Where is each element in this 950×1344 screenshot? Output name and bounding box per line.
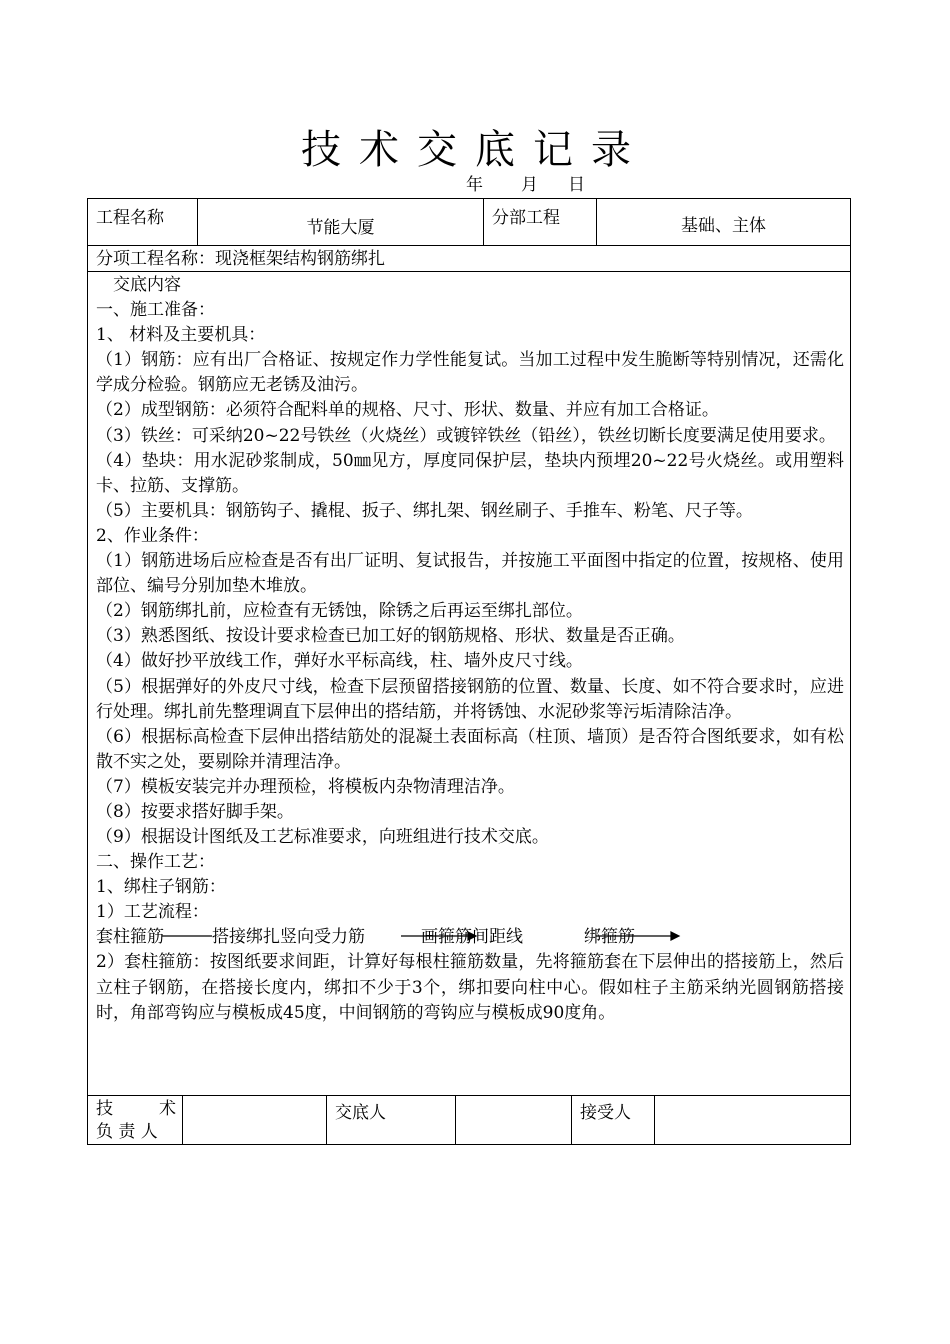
document-title: 技术交底记录 <box>301 127 649 173</box>
content-line: 1、 材料及主要机具： <box>96 325 266 346</box>
flow-step: 画箍筋间距线 <box>421 927 523 948</box>
content-line: （4）做好抄平放线工作，弹好水平标高线，柱、墙外皮尺寸线。 <box>96 651 583 672</box>
division-label: 分部工程 <box>484 199 597 245</box>
content-line: （5）主要机具：钢筋钩子、撬棍、扳子、绑扎架、钢丝刷子、手推车、粉笔、尺子等。 <box>96 500 753 521</box>
project-name-value: 节能大厦 <box>198 199 484 245</box>
header-row <box>88 199 850 246</box>
flow-step: 搭接绑扎竖向受力筋 <box>212 927 365 948</box>
receiver-value <box>655 1096 850 1145</box>
process-flow <box>96 925 844 950</box>
content-line: （1）钢筋进场后应检查是否有出厂证明、复试报告，并按施工平面图中指定的位置，按规格、使用部位、编号分别加垫木堆放。 <box>96 551 844 597</box>
tech-lead-label-part: 负 责 人 <box>96 1122 158 1142</box>
flow-step: 绑箍筋 <box>584 927 635 948</box>
content-line: （2）钢筋绑扎前，应检查有无锈蚀，除锈之后再运至绑扎部位。 <box>96 601 583 622</box>
project-name-label: 工程名称 <box>88 199 198 245</box>
tech-lead-value <box>183 1096 327 1145</box>
tech-lead-label <box>88 1096 183 1145</box>
handover-label: 交底人 <box>327 1096 456 1145</box>
content-line: 一、施工准备： <box>96 300 215 321</box>
date-line <box>466 174 585 196</box>
signature-row <box>88 1095 850 1145</box>
content-line: （5）根据弹好的外皮尺寸线，检查下层预留搭接钢筋的位置、数量、长度、如不符合要求时，应进行处理。绑扎前先整理调直下层伸出的搭结筋，并将锈蚀、水泥砂浆等污垢清除洁净。 <box>96 676 844 722</box>
content-line: （4）垫块：用水泥砂浆制成，50㎜见方，厚度同保护层，垫块内预埋20~22号火烧丝。或用塑料卡、拉筋、支撑筋。 <box>96 450 844 496</box>
handover-value <box>456 1096 572 1145</box>
content-line: （9）根据设计图纸及工艺标准要求，向班组进行技术交底。 <box>96 827 549 848</box>
subitem-name: 分项工程名称：现浇框架结构钢筋绑扎 <box>88 246 850 272</box>
content-line: （7）模板安装完并办理预检，将模板内杂物清理洁净。 <box>96 776 515 797</box>
content-line: （3）熟悉图纸、按设计要求检查已加工好的钢筋规格、形状、数量是否正确。 <box>96 626 685 647</box>
flow-step: 套柱箍筋 <box>96 927 164 948</box>
date-month: 月 <box>521 175 538 195</box>
record-table <box>87 198 851 1145</box>
content-section <box>96 273 844 1026</box>
date-day: 日 <box>568 175 585 195</box>
content-line: （6）根据标高检查下层伸出搭结筋处的混凝土表面标高（柱顶、墙顶）是否符合图纸要求，如有松散不实之处，要剔除并清理洁净。 <box>96 726 844 772</box>
tech-lead-label-part: 术 <box>159 1099 176 1119</box>
division-value: 基础、主体 <box>681 216 766 236</box>
date-year: 年 <box>466 175 483 195</box>
content-line: （8）按要求搭好脚手架。 <box>96 801 294 822</box>
content-line: 二、操作工艺： <box>96 852 215 873</box>
content-line: 2、作业条件： <box>96 525 209 546</box>
content-line: 1、绑柱子钢筋： <box>96 877 226 898</box>
content-line: （1）钢筋：应有出厂合格证、按规定作力学性能复试。当加工过程中发生脆断等特别情况，还需化学成分检验。钢筋应无老锈及油污。 <box>96 350 844 396</box>
receiver-label: 接受人 <box>572 1096 655 1145</box>
content-line: 1）工艺流程： <box>96 902 209 923</box>
content-line: （3）铁丝：可采纳20~22号铁丝（火烧丝）或镀锌铁丝（铅丝），铁丝切断长度要满足使用要求。 <box>96 425 836 446</box>
content-heading: 交底内容 <box>113 275 181 295</box>
content-line: （2）成型钢筋：必须符合配料单的规格、尺寸、形状、数量、并应有加工合格证。 <box>96 400 719 421</box>
content-line: 2）套柱箍筋：按图纸要求间距，计算好每根柱箍筋数量，先将箍筋套在下层伸出的搭接筋上，然后立柱子钢筋，在搭接长度内，绑扣不少于3个，绑扣要向柱中心。假如柱子主筋采纳光圆钢筋搭接时，角部弯钩应与模板成45度，中间钢筋的弯钩应与模板成90度角。 <box>96 952 844 1023</box>
tech-lead-label-part: 技 <box>96 1099 113 1119</box>
